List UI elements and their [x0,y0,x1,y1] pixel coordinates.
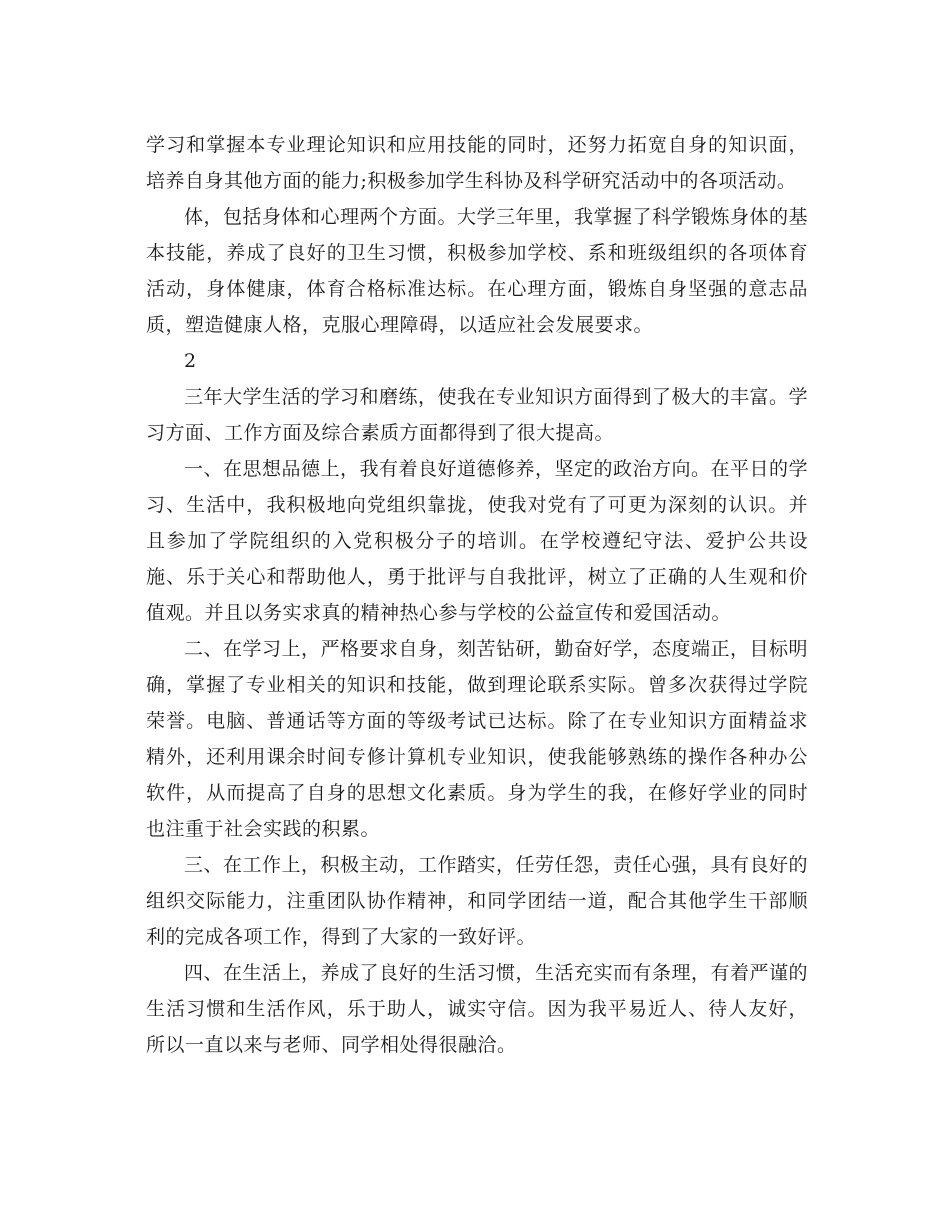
paragraph-life: 四、在生活上，养成了良好的生活习惯，生活充实而有条理，有着严谨的生活习惯和生活作风，乐于助人，诚实守信。因为我平易近人、待人友好，所以一直以来与老师、同学相处得很融洽。 [146,962,809,1056]
paragraph-work: 三、在工作上，积极主动，工作踏实，任劳任怨，责任心强，具有良好的组织交际能力，注重团队协作精神，和同学团结一道，配合其他学生干部顺利的完成各项工作，得到了大家的一致好评。 [146,854,809,948]
paragraph-physical-health: 体，包括身体和心理两个方面。大学三年里，我掌握了科学锻炼身体的基本技能，养成了良好的卫生习惯，积极参加学校、系和班级组织的各项体育活动，身体健康，体育合格标准达标。在心理方面，锻炼自身坚强的意志品质，塑造健康人格，克服心理障碍，以适应社会发展要求。 [146,206,809,336]
paragraph-intro: 三年大学生活的学习和磨练，使我在专业知识方面得到了极大的丰富。学习方面、工作方面及综合素质方面都得到了很大提高。 [146,386,809,444]
paragraph-continuation: 学习和掌握本专业理论知识和应用技能的同时，还努力拓宽自身的知识面，培养自身其他方面的能力;积极参加学生科协及科学研究活动中的各项活动。 [146,134,808,192]
document-body [146,127,808,1063]
section-number: 2 [184,350,197,372]
paragraph-moral: 一、在思想品德上，我有着良好道德修养，坚定的政治方向。在平日的学习、生活中，我积极地向党组织靠拢，使我对党有了可更为深刻的认识。并且参加了学院组织的入党积极分子的培训。在学校遵纪守法、爱护公共设施、乐于关心和帮助他人，勇于批评与自我批评，树立了正确的人生观和价值观。并且以务实求真的精神热心参与学校的公益宣传和爱国活动。 [146,458,809,624]
paragraph-study: 二、在学习上，严格要求自身，刻苦钻研，勤奋好学，态度端正，目标明确，掌握了专业相关的知识和技能，做到理论联系实际。曾多次获得过学院荣誉。电脑、普通话等方面的等级考试已达标。除了在专业知识方面精益求精外，还利用课余时间专修计算机专业知识，使我能够熟练的操作各种办公软件，从而提高了自身的思想文化素质。身为学生的我，在修好学业的同时也注重于社会实践的积累。 [146,638,809,840]
